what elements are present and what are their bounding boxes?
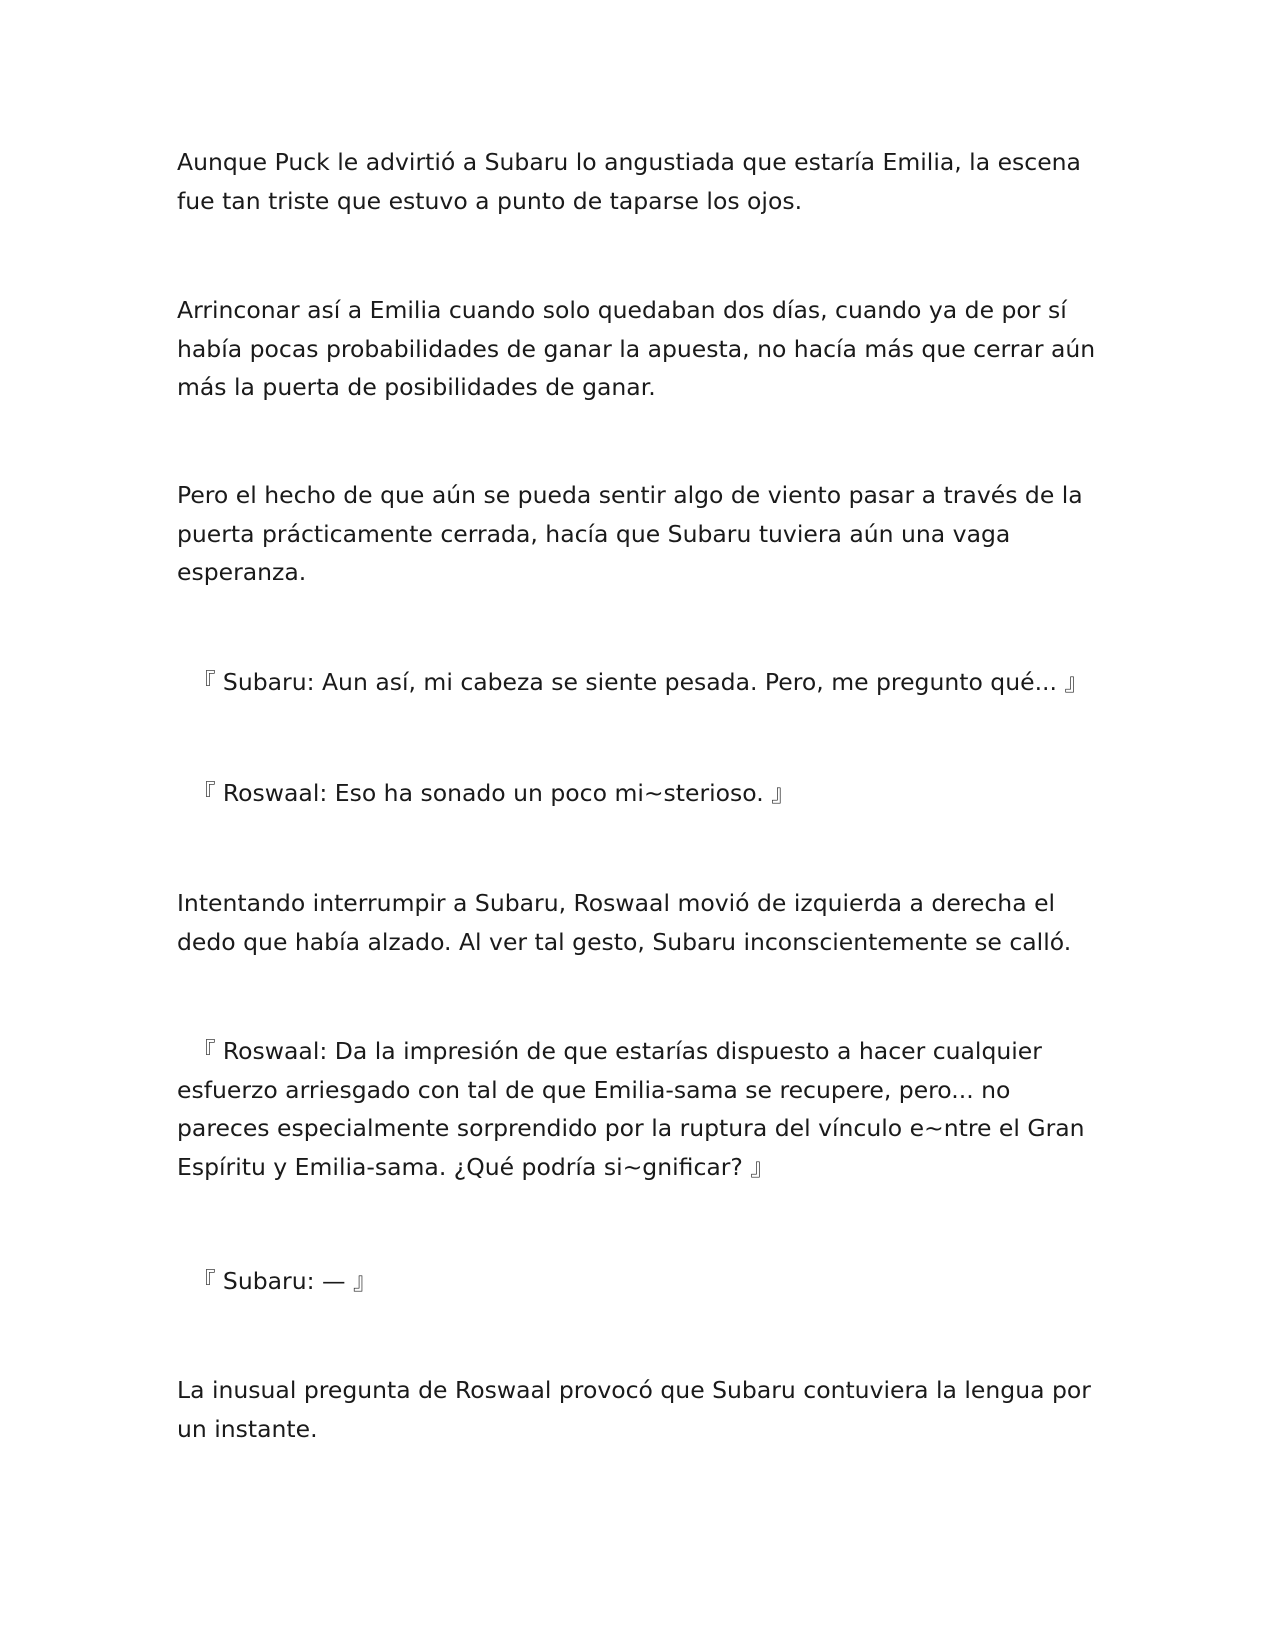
dialogue-subaru-2 xyxy=(177,1262,1107,1301)
text-line: puerta prácticamente cerrada, hacía que Subaru tuviera aún una vaga xyxy=(177,519,1011,548)
paragraph-4 xyxy=(177,884,1107,961)
text-line: fue tan triste que estuvo a punto de taparse los ojos. xyxy=(177,186,803,215)
dialogue-subaru-1 xyxy=(177,663,1107,702)
text-line: Intentando interrumpir a Subaru, Roswaal movió de izquierda a derecha el xyxy=(177,889,1056,917)
text-line: pareces especialmente sorprendido por la ruptura del vínculo e~ntre el Gran xyxy=(177,1114,1085,1142)
text-line: 『 Roswaal: Eso ha sonado un poco mi~sterioso. 』 xyxy=(177,779,795,807)
text-line: 『 Subaru: — 』 xyxy=(177,1267,377,1295)
text-line: Arrinconar así a Emilia cuando solo quedaban dos días, cuando ya de por sí xyxy=(177,296,1067,324)
text-line: dedo que había alzado. Al ver tal gesto, Subaru inconscientemente se calló. xyxy=(177,927,1072,956)
text-line: 『 Subaru: Aun así, mi cabeza se siente pesada. Pero, me pregunto qué... 』 xyxy=(177,668,1088,696)
text-line: Pero el hecho de que aún se pueda sentir algo de viento pasar a través de la xyxy=(177,481,1083,509)
text-line: más la puerta de posibilidades de ganar. xyxy=(177,373,656,401)
text-line: 『 Roswaal: Da la impresión de que estarías dispuesto a hacer cualquier xyxy=(177,1037,1042,1065)
text-line: Espíritu y Emilia-sama. ¿Qué podría si~gnificar? 』 xyxy=(177,1152,774,1181)
dialogue-roswaal-2 xyxy=(177,1032,1107,1186)
text-line: La inusual pregunta de Roswaal provocó que Subaru contuviera la lengua por xyxy=(177,1376,1091,1404)
text-line: un instante. xyxy=(177,1414,318,1443)
text-line: había pocas probabilidades de ganar la apuesta, no hacía más que cerrar aún xyxy=(177,334,1096,363)
paragraph-3 xyxy=(177,476,1107,592)
text-line: Aunque Puck le advirtió a Subaru lo angustiada que estaría Emilia, la escena xyxy=(177,148,1081,176)
paragraph-1 xyxy=(177,143,1107,220)
text-line: esperanza. xyxy=(177,558,307,586)
text-line: esfuerzo arriesgado con tal de que Emilia-sama se recupere, pero... no xyxy=(177,1075,1011,1104)
paragraph-5 xyxy=(177,1371,1107,1448)
paragraph-2 xyxy=(177,291,1107,407)
dialogue-roswaal-1 xyxy=(177,774,1107,813)
